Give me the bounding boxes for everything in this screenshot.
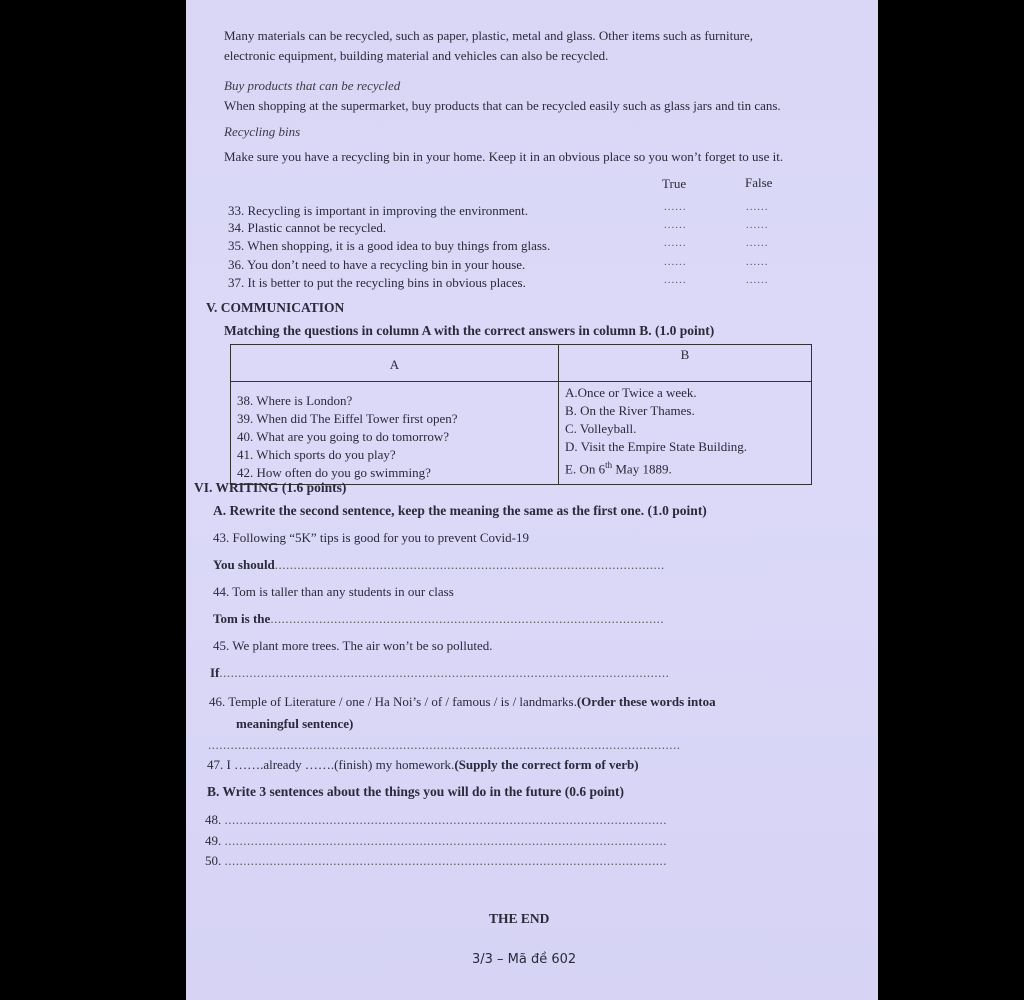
fill-line: ...................................................................................................................... [224,853,667,868]
passage-intro-line1: Many materials can be recycled, such as paper, plastic, metal and glass. Other items such as furniture, [224,28,754,43]
tf-item-34: 34. Plastic cannot be recycled. [228,220,387,235]
question-46 [209,694,716,710]
fill-line: ...................................................................................................................... [224,833,667,848]
answers-cell [559,382,812,485]
question-47-note: (Supply the correct form of verb) [454,757,639,772]
false-blank: ...... [746,256,769,268]
passage-intro-line2: electronic equipment, building material and vehicles can also be recycled. [224,48,609,63]
tf-item-33: 33. Recycling is important in improving the environment. [228,203,529,218]
question-47-text: 47. I …….already …….(finish) my homework. [207,757,455,772]
question-40: 40. What are you going to do tomorrow? [237,429,450,444]
question-44: 44. Tom is taller than any students in our class [213,584,454,599]
passage-paragraph-bins: Make sure you have a recycling bin in your home. Keep it in an obvious place so you won’t forget to use it. [224,149,784,164]
column-a-header: A [231,345,559,382]
true-column-header: True [662,176,687,191]
communication-instruction: Matching the questions in column A with the correct answers in column B. (1.0 point) [224,323,715,338]
answer-a: A.Once or Twice a week. [565,385,697,400]
true-blank: ...... [664,274,687,286]
the-end-label: THE END [489,911,550,926]
number-50: 50. [205,853,222,868]
questions-cell [231,382,559,485]
exam-paper [186,0,878,1000]
answer-d: D. Visit the Empire State Building. [565,439,748,454]
question-47 [207,757,639,773]
answer-e: E. On 6th May 1889. [565,460,672,477]
question-39: 39. When did The Eiffel Tower first open? [237,411,458,426]
false-blank: ...... [746,237,769,249]
page-number: 3/3 – Mã đề 602 [472,952,577,967]
answer-prompt-43: You should [213,557,275,572]
passage-paragraph-buy: When shopping at the supermarket, buy products that can be recycled easily such as glass jars and tin cans. [224,98,781,113]
answer-line-46[interactable]: .............................................................................................................................. [208,737,681,752]
answer-b: B. On the River Thames. [565,403,695,418]
number-49: 49. [205,833,222,848]
false-blank: ...... [746,201,769,213]
true-blank: ...... [664,219,687,231]
true-blank: ...... [664,201,687,213]
fill-line: ......................................................................................................... [270,611,665,626]
question-46-note: (Order these words intoa [576,694,716,709]
section-heading-writing: VI. WRITING (1.6 points) [194,480,347,495]
section-heading-communication: V. COMMUNICATION [206,300,345,315]
false-blank: ...... [746,219,769,231]
tf-item-35: 35. When shopping, it is a good idea to buy things from glass. [228,238,551,253]
answer-line-50[interactable] [205,853,667,869]
answer-line-49[interactable] [205,833,667,849]
true-blank: ...... [664,256,687,268]
passage-heading-buy: Buy products that can be recycled [224,78,401,93]
fill-line: ........................................................................................................................ [219,665,670,680]
question-43: 43. Following “5K” tips is good for you to prevent Covid-19 [213,530,529,545]
column-b-header: B [559,345,812,382]
writing-part-b: B. Write 3 sentences about the things you will do in the future (0.6 point) [207,784,625,799]
question-45: 45. We plant more trees. The air won’t be so polluted. [213,638,493,653]
question-38: 38. Where is London? [237,393,353,408]
answer-prompt-45: If [210,665,220,680]
answer-prompt-44: Tom is the [213,611,271,626]
question-42: 42. How often do you go swimming? [237,465,431,480]
tf-item-37: 37. It is better to put the recycling bins in obvious places. [228,275,526,290]
answer-line-45[interactable] [210,665,669,681]
tf-item-36: 36. You don’t need to have a recycling bin in your house. [228,257,526,272]
fill-line: ........................................................................................................ [274,557,665,572]
answer-line-44[interactable] [213,611,664,627]
true-blank: ...... [664,237,687,249]
answer-c: C. Volleyball. [565,421,637,436]
false-column-header: False [745,175,773,190]
writing-part-a: A. Rewrite the second sentence, keep the meaning the same as the first one. (1.0 point) [213,503,707,518]
question-46-note-line2: meaningful sentence) [236,716,354,731]
question-41: 41. Which sports do you play? [237,447,396,462]
matching-table [230,344,812,485]
passage-heading-bins: Recycling bins [224,124,301,139]
answer-line-48[interactable] [205,812,667,828]
answer-line-43[interactable] [213,557,665,573]
fill-line: ...................................................................................................................... [224,812,667,827]
false-blank: ...... [746,274,769,286]
question-46-text: 46. Temple of Literature / one / Ha Noi’s / of / famous / is / landmarks. [209,694,577,709]
number-48: 48. [205,812,222,827]
